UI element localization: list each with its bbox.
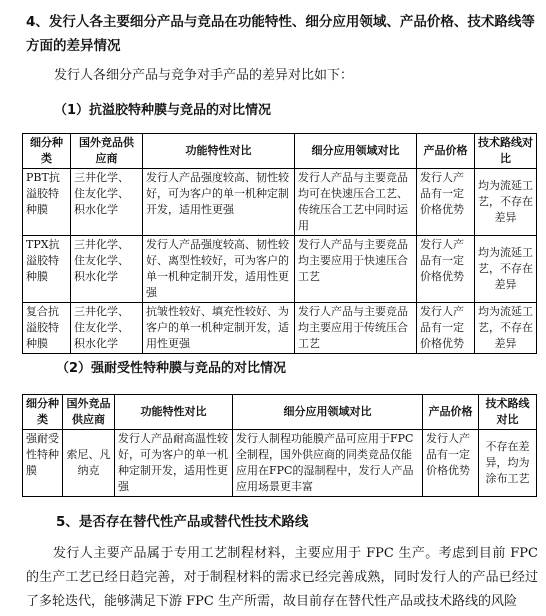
table-cell: TPX抗溢胶特种膜 [23, 236, 71, 303]
table-cell: 三井化学、住友化学、积水化学 [71, 236, 143, 303]
table-row [23, 236, 537, 303]
table-cell: 发行人产品有一定价格优势 [417, 169, 475, 236]
subheading-1: （1）抗溢胶特种膜与竞品的对比情况 [54, 103, 272, 118]
table-cell: 发行人制程功能膜产品可应用于FPC全制程，国外供应商的同类竞品仅能应用在FPC的湿制程中，发行人产品应用场景更丰富 [233, 430, 423, 497]
subheading-2: （2）强耐受性特种膜与竞品的对比情况 [56, 361, 287, 376]
table-cell: PBT抗溢胶特种膜 [23, 169, 71, 236]
table-cell: 索尼、凡纳克 [63, 430, 115, 497]
comparison-table-2 [22, 394, 537, 497]
table-row [23, 169, 537, 236]
header-cell: 细分种类 [23, 395, 63, 430]
section-heading-4: 4、发行人各主要细分产品与竞品在功能特性、细分应用领域、产品价格、技术路线等方面的差异情况 [26, 14, 535, 54]
comparison-table-1 [22, 133, 537, 354]
header-cell: 国外竞品供应商 [71, 134, 143, 169]
table-cell: 不存在差异，均为涂布工艺 [479, 430, 537, 497]
table-cell: 发行人产品强度较高、韧性较好、离型性较好，可为客户的单一机种定制开发，适用性更强 [143, 236, 295, 303]
table-cell: 均为流延工艺，不存在差异 [475, 169, 537, 236]
intro-paragraph: 发行人各细分产品与竞争对手产品的差异对比如下： [54, 68, 354, 83]
table-cell: 三井化学、住友化学、积水化学 [71, 169, 143, 236]
table-cell: 发行人产品强度较高、韧性较好，可为客户的单一机种定制开发，适用性更强 [143, 169, 295, 236]
table-cell: 三井化学、住友化学、积水化学 [71, 303, 143, 354]
header-cell: 产品价格 [423, 395, 479, 430]
table-cell: 抗皱性较好、填充性较好、为客户的单一机种定制开发，适用性更强 [143, 303, 295, 354]
header-cell: 产品价格 [417, 134, 475, 169]
table-cell: 发行人产品有一定价格优势 [417, 303, 475, 354]
table-row [23, 303, 537, 354]
table-cell: 强耐受性特种膜 [23, 430, 63, 497]
table-cell: 发行人产品有一定价格优势 [423, 430, 479, 497]
header-cell: 细分种类 [23, 134, 71, 169]
section-heading-5: 5、是否存在替代性产品或替代性技术路线 [56, 514, 309, 530]
header-cell: 细分应用领域对比 [295, 134, 417, 169]
table-header-row [23, 395, 537, 430]
body-paragraph: 发行人主要产品属于专用工艺制程材料，主要应用于 FPC 生产。考虑到目前 FPC 的生产工艺已经日趋完善，对于制程材料的需求已经完善成熟，同时发行人的产品已经过了多轮迭代，能够满足下游 FPC 生产所需，故目前存在替代性产品或技术路线的风险 [26, 546, 538, 609]
table-header-row [23, 134, 537, 169]
table-cell: 均为流延工艺，不存在差异 [475, 236, 537, 303]
table-cell: 发行人产品耐高温性较好，可为客户的单一机种定制开发，适用性更强 [115, 430, 233, 497]
header-cell: 功能特性对比 [115, 395, 233, 430]
table-cell: 发行人产品有一定价格优势 [417, 236, 475, 303]
header-cell: 技术路线对比 [475, 134, 537, 169]
table-cell: 发行人产品与主要竞品均可在快速压合工艺、传统压合工艺中同时运用 [295, 169, 417, 236]
header-cell: 细分应用领域对比 [233, 395, 423, 430]
table-cell: 均为流延工艺，不存在差异 [475, 303, 537, 354]
table-cell: 发行人产品与主要竞品均主要应用于传统压合工艺 [295, 303, 417, 354]
header-cell: 功能特性对比 [143, 134, 295, 169]
table-row [23, 430, 537, 497]
table-cell: 复合抗溢胶特种膜 [23, 303, 71, 354]
header-cell: 技术路线对比 [479, 395, 537, 430]
header-cell: 国外竞品供应商 [63, 395, 115, 430]
table-cell: 发行人产品与主要竞品均主要应用于快速压合工艺 [295, 236, 417, 303]
